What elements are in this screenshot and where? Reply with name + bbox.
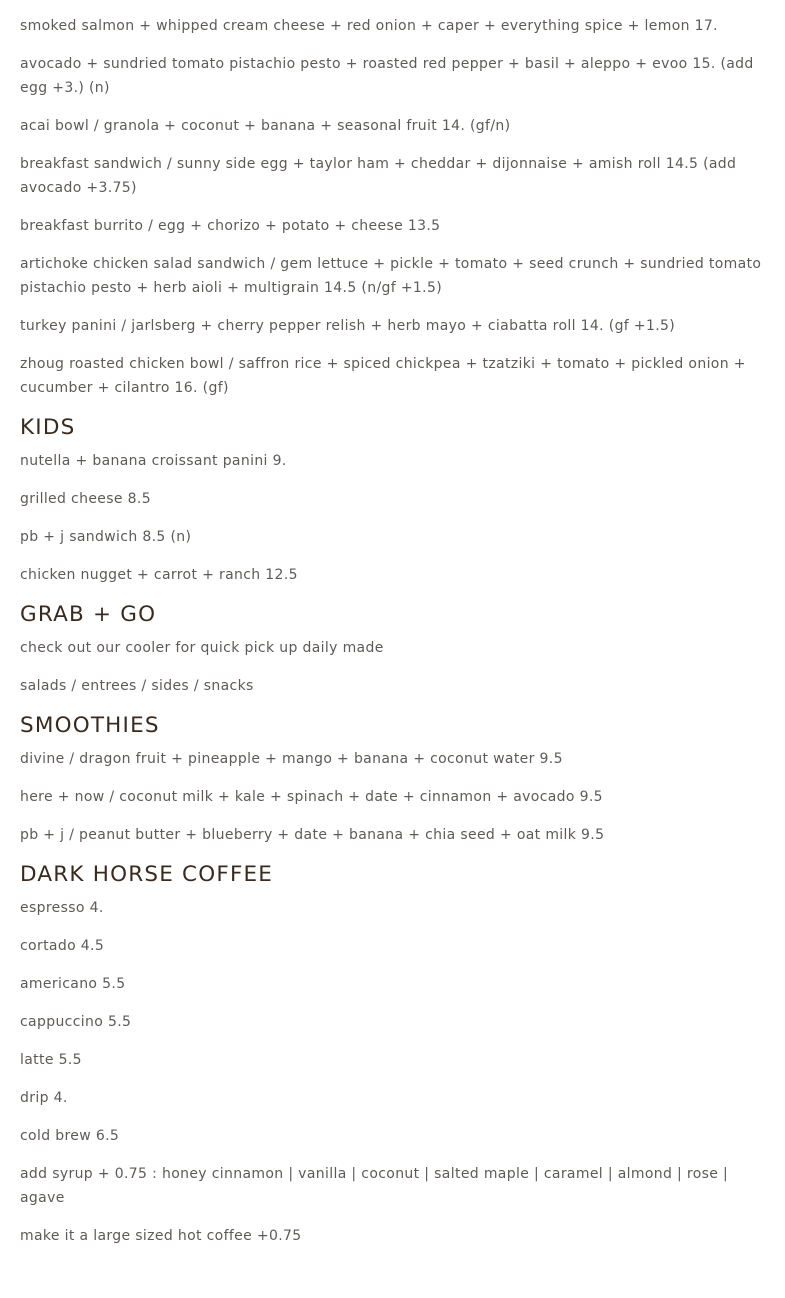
menu-item: espresso 4.	[20, 900, 104, 916]
menu-item: avocado + sundried tomato pistachio pesto + roasted red pepper + basil + aleppo + evoo 15. (add egg +3.) (n)	[20, 56, 754, 96]
menu-item: breakfast sandwich / sunny side egg + taylor ham + cheddar + dijonnaise + amish roll 14.5 (add avocado +3.75)	[20, 156, 737, 196]
menu-item: americano 5.5	[20, 976, 126, 992]
smoothies-heading: SMOOTHIES	[20, 713, 160, 738]
menu-item: zhoug roasted chicken bowl / saffron rice + spiced chickpea + tzatziki + tomato + pickled onion + cucumber + cilantro 16. (gf)	[20, 356, 746, 396]
menu-item: breakfast burrito / egg + chorizo + potato + cheese 13.5	[20, 218, 441, 234]
smoothies-section	[20, 712, 765, 847]
menu-item: drip 4.	[20, 1090, 68, 1106]
menu-item: nutella + banana croissant panini 9.	[20, 453, 287, 469]
menu-item: pb + j / peanut butter + blueberry + date + banana + chia seed + oat milk 9.5	[20, 827, 605, 843]
menu-item: acai bowl / granola + coconut + banana + seasonal fruit 14. (gf/n)	[20, 118, 511, 134]
menu-item: turkey panini / jarlsberg + cherry pepper relish + herb mayo + ciabatta roll 14. (gf +1.5)	[20, 318, 676, 334]
menu-item: grilled cheese 8.5	[20, 491, 151, 507]
grab-go-section	[20, 601, 765, 698]
menu-item: chicken nugget + carrot + ranch 12.5	[20, 567, 298, 583]
menu-item: salads / entrees / sides / snacks	[20, 678, 254, 694]
menu-item: pb + j sandwich 8.5 (n)	[20, 529, 192, 545]
menu-item: smoked salmon + whipped cream cheese + red onion + caper + everything spice + lemon 17.	[20, 18, 718, 34]
coffee-section	[20, 861, 765, 1248]
menu-item: artichoke chicken salad sandwich / gem lettuce + pickle + tomato + seed crunch + sundried tomato pistachio pesto + herb aioli + multigrain 14.5 (n/gf +1.5)	[20, 256, 762, 296]
kids-section	[20, 414, 765, 587]
menu-item: latte 5.5	[20, 1052, 82, 1068]
kids-heading: KIDS	[20, 415, 76, 440]
menu-item: cappuccino 5.5	[20, 1014, 132, 1030]
menu-item: here + now / coconut milk + kale + spinach + date + cinnamon + avocado 9.5	[20, 789, 603, 805]
menu-item: divine / dragon fruit + pineapple + mango + banana + coconut water 9.5	[20, 751, 563, 767]
menu-item: add syrup + 0.75 : honey cinnamon | vanilla | coconut | salted maple | caramel | almond | rose | agave	[20, 1166, 729, 1206]
menu-item: check out our cooler for quick pick up daily made	[20, 640, 384, 656]
menu-item: cortado 4.5	[20, 938, 105, 954]
intro-items-section	[20, 14, 765, 400]
menu-item: make it a large sized hot coffee +0.75	[20, 1228, 302, 1244]
menu-item: cold brew 6.5	[20, 1128, 120, 1144]
grab-go-heading: GRAB + GO	[20, 602, 157, 627]
coffee-heading: DARK HORSE COFFEE	[20, 862, 274, 887]
